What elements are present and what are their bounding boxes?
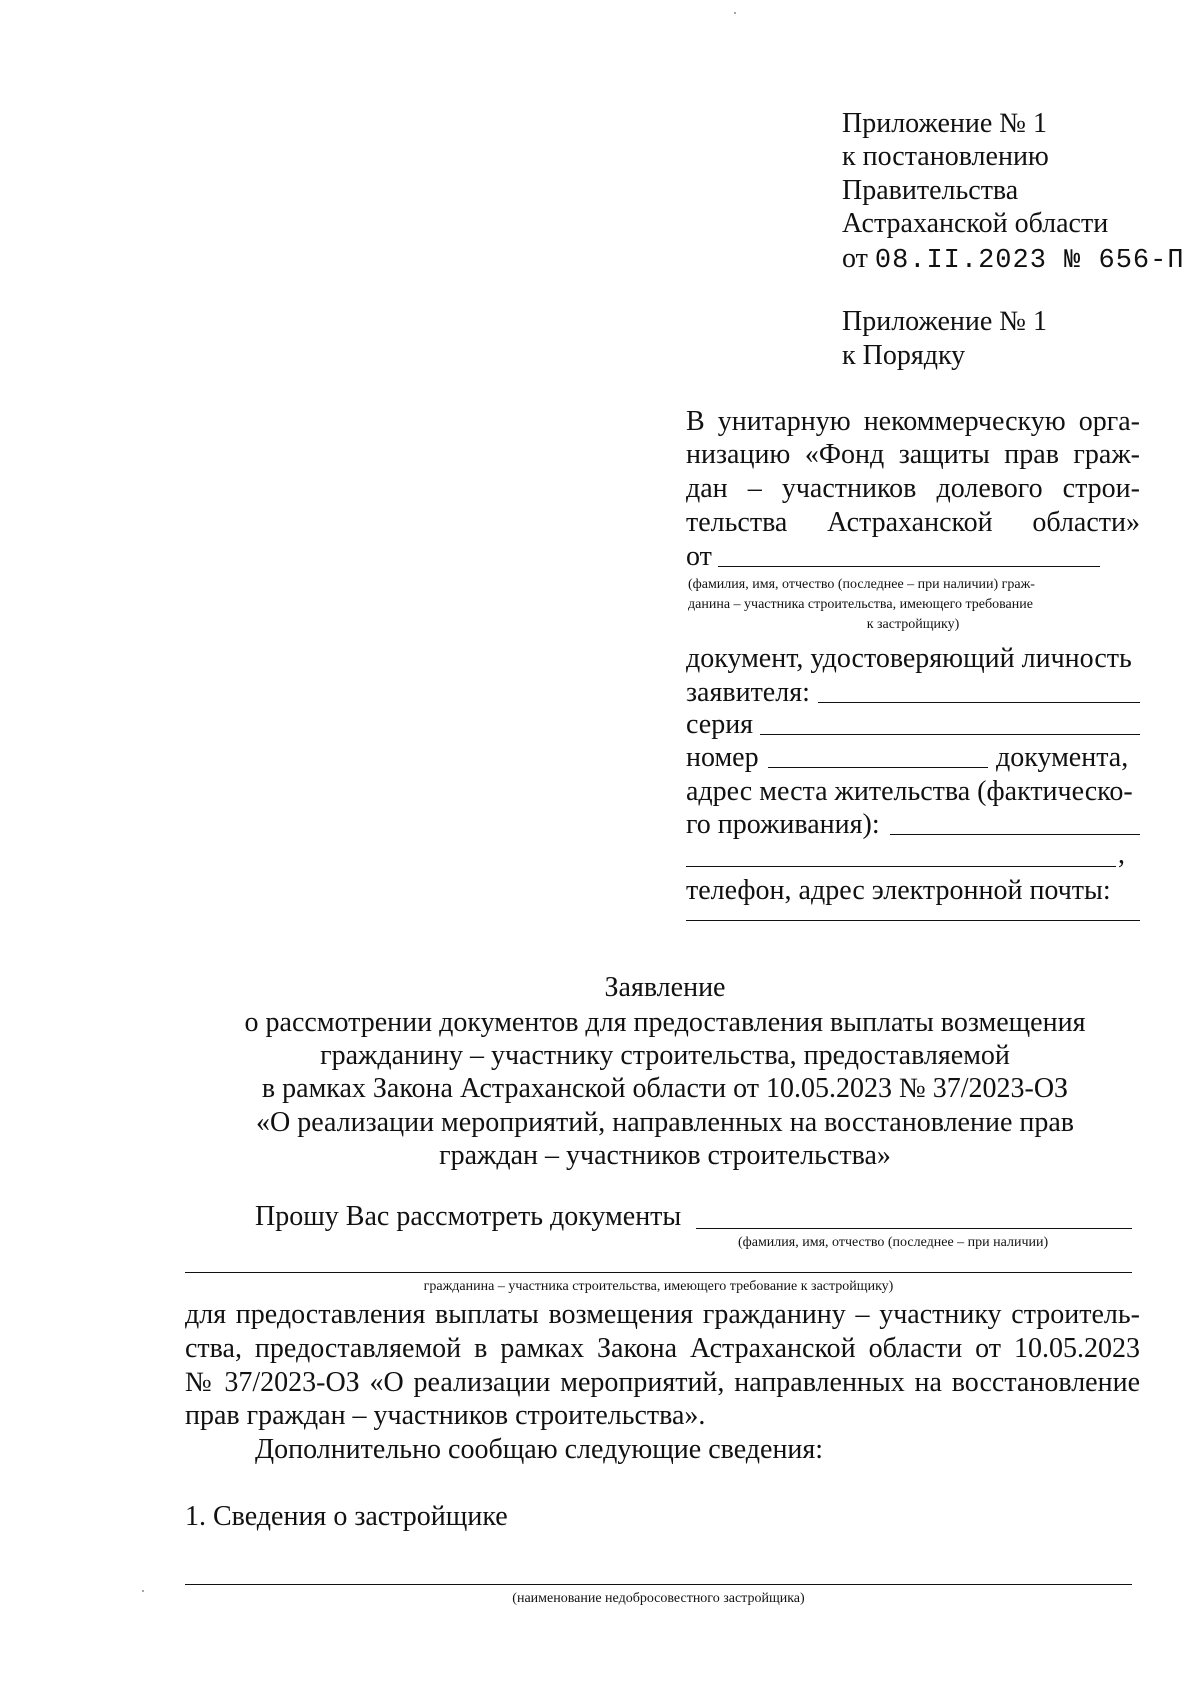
number-label: номер xyxy=(686,742,759,773)
title-line: «О реализации мероприятий, направленных на восстановление прав xyxy=(255,1107,1074,1138)
scan-speck xyxy=(142,1590,144,1592)
from-underline xyxy=(718,566,1100,567)
request-underline xyxy=(696,1228,1132,1229)
body-paragraph-line: для предоставления выплаты возмещения гражданину – участнику строитель- xyxy=(185,1299,1140,1330)
body-paragraph-line: № 37/2023-ОЗ «О реализации мероприятий, направленных на восстановление xyxy=(185,1367,1140,1398)
body-paragraph-last: прав граждан – участников строительства». xyxy=(185,1400,706,1431)
title-line: граждан – участников строительства» xyxy=(439,1140,891,1171)
from-hint: к застройщику) xyxy=(866,617,960,632)
title-line: о рассмотрении документов для предоставления выплаты возмещения xyxy=(244,1007,1086,1038)
from-hint: (фамилия, имя, отчество (последнее – при наличии) граж- xyxy=(688,577,1035,592)
addressee-line: низацию «Фонд защиты прав граж- xyxy=(686,439,1140,470)
series-label: серия xyxy=(686,709,754,740)
of-document-label: документа, xyxy=(996,742,1129,773)
title-line: в рамках Закона Астраханской области от 10.05.2023 № 37/2023-ОЗ xyxy=(261,1073,1069,1104)
title-line: гражданину – участнику строительства, предоставляемой xyxy=(320,1040,1010,1071)
address-comma: , xyxy=(1118,839,1125,870)
scan-speck xyxy=(734,12,736,14)
contacts-label: телефон, адрес электронной почты: xyxy=(686,875,1111,906)
request-text: Прошу Вас рассмотреть документы xyxy=(255,1201,682,1232)
addressee-line: В унитарную некоммерческую орга- xyxy=(686,406,1140,437)
request-hint: (фамилия, имя, отчество (последнее – при наличии) xyxy=(738,1235,1049,1250)
appendix-number: Приложение № 1 xyxy=(842,108,1047,139)
addressee-line: тельства Астраханской области» xyxy=(686,507,1140,538)
applicant-name-underline xyxy=(185,1272,1132,1273)
developer-underline xyxy=(185,1584,1132,1585)
from-hint: данина – участника строительства, имеющего требование xyxy=(688,597,1033,612)
contacts-underline xyxy=(686,920,1140,921)
addressee-line: дан – участников долевого строи- xyxy=(686,473,1140,504)
series-underline xyxy=(760,734,1140,735)
applicant-label: заявителя: xyxy=(686,677,810,708)
appendix-number-2: Приложение № 1 xyxy=(842,306,1047,337)
number-underline xyxy=(768,767,988,768)
date-prefix: от xyxy=(842,243,868,274)
address-label-cont: го проживания): xyxy=(686,809,880,840)
id-document-label: документ, удостоверяющий личность xyxy=(686,643,1132,674)
government-label: Правительства xyxy=(842,175,1019,206)
document-title: Заявление xyxy=(604,972,726,1003)
region-label: Астраханской области xyxy=(842,208,1109,239)
date-stamp: 08.II.2023 № 656-П xyxy=(874,246,1185,276)
resolution-date-line xyxy=(842,242,1185,278)
to-order: к Порядку xyxy=(842,340,966,371)
address-underline-2 xyxy=(686,866,1116,867)
from-label: от xyxy=(686,541,712,572)
additional-info-text: Дополнительно сообщаю следующие сведения: xyxy=(255,1434,824,1465)
to-resolution: к постановлению xyxy=(842,141,1049,172)
developer-hint: (наименование недобросовестного застройщика) xyxy=(512,1591,805,1606)
address-label: адрес места жительства (фактическо- xyxy=(686,776,1133,807)
address-underline xyxy=(890,834,1140,835)
applicant-name-hint: гражданина – участника строительства, имеющего требование к застройщику) xyxy=(423,1279,894,1294)
section-1-heading: 1. Сведения о застройщике xyxy=(185,1501,508,1532)
applicant-underline xyxy=(818,702,1140,703)
body-paragraph-line: ства, предоставляемой в рамках Закона Астраханской области от 10.05.2023 xyxy=(185,1333,1140,1364)
